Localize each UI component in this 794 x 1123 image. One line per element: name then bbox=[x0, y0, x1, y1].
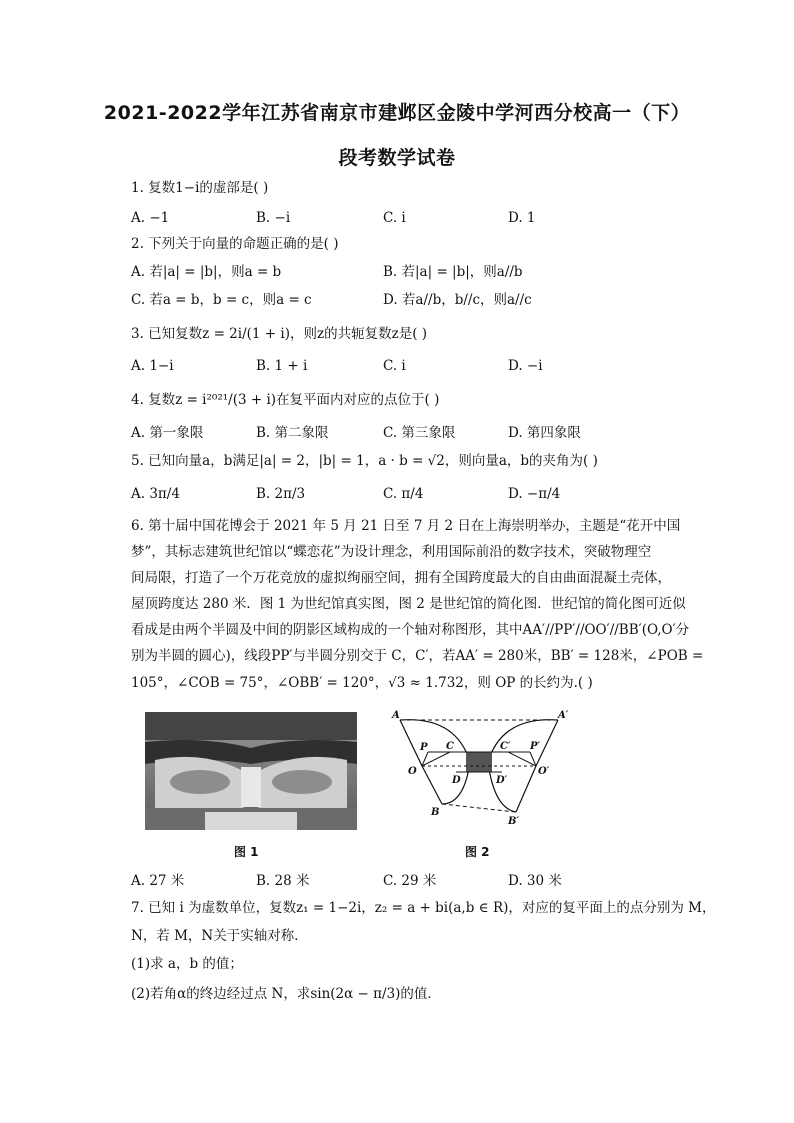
question-6-option-a: A. 27 米 bbox=[131, 873, 185, 889]
question-5-option-b: B. 2π/3 bbox=[256, 486, 306, 502]
question-5-stem: 5. 已知向量a，b满足|a| = 2，|b| = 1，a · b = √2，则向量a，b的夹角为( ) bbox=[131, 453, 598, 469]
question-4-option-a: A. 第一象限 bbox=[131, 425, 204, 441]
figure-1-photo bbox=[145, 712, 357, 830]
question-1-option-b: B. −i bbox=[256, 210, 291, 226]
label-p2: P′ bbox=[530, 741, 541, 752]
shaded-region bbox=[466, 752, 492, 772]
paper-title-line2: 段考数学试卷 bbox=[338, 147, 456, 169]
question-6-option-c: C. 29 米 bbox=[383, 873, 437, 889]
figure-2-caption: 图 2 bbox=[465, 845, 490, 859]
label-a: A bbox=[392, 710, 400, 721]
question-2-option-d: D. 若a//b，b//c，则a//c bbox=[383, 292, 532, 308]
label-a2: A′ bbox=[558, 710, 569, 721]
question-4-option-b: B. 第二象限 bbox=[256, 425, 329, 441]
label-o2: O′ bbox=[538, 766, 550, 777]
question-4-option-c: C. 第三象限 bbox=[383, 425, 456, 441]
question-4-option-d: D. 第四象限 bbox=[508, 425, 581, 441]
radius-o2c2 bbox=[508, 752, 536, 766]
question-6-line-5: 看成是由两个半圆及中间的阴影区域构成的一个轴对称图形，其中AA′//PP′//OO′//BB′(O,O′分 bbox=[131, 622, 690, 638]
question-1-option-c: C. i bbox=[383, 210, 406, 226]
question-3-option-d: D. −i bbox=[508, 358, 543, 374]
question-1-option-d: D. 1 bbox=[508, 210, 536, 226]
line-o2-b2 bbox=[516, 766, 536, 812]
line-bb bbox=[442, 804, 516, 812]
label-p: P bbox=[420, 742, 428, 753]
line-a-o bbox=[400, 720, 422, 766]
radius-oc bbox=[422, 752, 450, 766]
question-7-line-2: N，若 M，N关于实轴对称． bbox=[131, 928, 308, 944]
label-c: C bbox=[446, 741, 454, 752]
question-5-option-d: D. −π/4 bbox=[508, 486, 561, 502]
label-d2: D′ bbox=[496, 775, 508, 786]
question-6-line-2: 梦”，其标志建筑世纪馆以“蝶恋花”为设计理念，利用国际前沿的数字技术，突破物理空 bbox=[131, 544, 652, 560]
question-3-stem: 3. 已知复数z = 2i/(1 + i)，则z的共轭复数z是( ) bbox=[131, 326, 428, 342]
expo-hall-photo-icon bbox=[145, 712, 357, 830]
question-6-option-b: B. 28 米 bbox=[256, 873, 310, 889]
question-3-option-a: A. 1−i bbox=[131, 358, 174, 374]
paper-title-line1: 2021-2022学年江苏省南京市建邺区金陵中学河西分校高一（下） bbox=[103, 102, 691, 124]
question-3-option-c: C. i bbox=[383, 358, 406, 374]
question-6-line-4: 屋顶跨度达 280 米．图 1 为世纪馆真实图，图 2 是世纪馆的简化图．世纪馆的简化图可近似 bbox=[131, 596, 686, 612]
line-o-b bbox=[422, 766, 442, 804]
question-5-option-a: A. 3π/4 bbox=[131, 486, 180, 502]
question-6-line-6: 别为半圆的圆心)，线段PP′与半圆分别交于 C，C′，若AA′ = 280米，BB′ = 128米，∠POB = bbox=[131, 648, 704, 664]
question-2-option-a: A. 若|a| = |b|，则a = b bbox=[131, 264, 282, 280]
label-b2: B′ bbox=[508, 816, 520, 827]
question-2-option-c: C. 若a = b，b = c，则a = c bbox=[131, 292, 312, 308]
question-1-stem: 1. 复数1−i的虚部是( ) bbox=[131, 180, 269, 196]
question-5-option-c: C. π/4 bbox=[383, 486, 424, 502]
question-6-option-d: D. 30 米 bbox=[508, 873, 562, 889]
question-4-stem: 4. 复数z = i²⁰²¹/(3 + i)在复平面内对应的点位于( ) bbox=[131, 392, 440, 408]
figure-1-caption: 图 1 bbox=[234, 845, 259, 859]
label-b: B bbox=[431, 807, 440, 818]
question-6-line-1: 6. 第十届中国花博会于 2021 年 5 月 21 日至 7 月 2 日在上海崇明举办，主题是“花开中国 bbox=[131, 518, 681, 534]
question-7-part-1: (1)求 a，b 的值； bbox=[131, 956, 243, 972]
question-7-line-1: 7. 已知 i 为虚数单位，复数z₁ = 1−2i，z₂ = a + bi(a,b ∈ R)，对应的复平面上的点分别为 M， bbox=[131, 900, 716, 916]
question-3-option-b: B. 1 + i bbox=[256, 358, 308, 374]
label-c2: C′ bbox=[500, 741, 511, 752]
question-6-line-7: 105°，∠COB = 75°，∠OBB′ = 120°，√3 ≈ 1.732，则 OP 的长约为.( ) bbox=[131, 675, 593, 691]
label-d: D bbox=[452, 775, 461, 786]
question-1-option-a: A. −1 bbox=[131, 210, 170, 226]
question-2-stem: 2. 下列关于向量的命题正确的是( ) bbox=[131, 236, 339, 252]
question-6-line-3: 间局限，打造了一个万花竞放的虚拟绚丽空间，拥有全国跨度最大的自由曲面混凝土壳体， bbox=[131, 570, 671, 586]
label-o: O bbox=[408, 766, 417, 777]
question-7-part-2: (2)若角α的终边经过点 N，求sin(2α − π/3)的值． bbox=[131, 986, 441, 1002]
figure-2-diagram bbox=[384, 708, 574, 833]
question-2-option-b: B. 若|a| = |b|，则a//b bbox=[383, 264, 523, 280]
